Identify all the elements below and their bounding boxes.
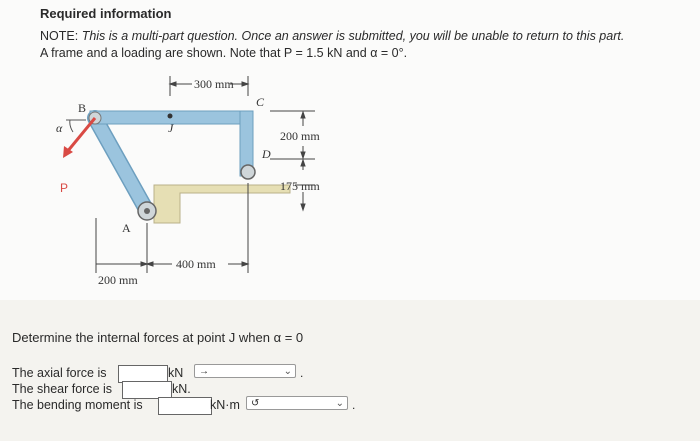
frame-diagram	[40, 68, 340, 293]
pin-d	[241, 165, 255, 179]
section-title: Required information	[40, 6, 172, 21]
dim-200-right: 200 mm	[280, 129, 320, 143]
label-alpha: α	[56, 121, 63, 135]
label-j: J	[168, 121, 174, 135]
note-line	[40, 28, 690, 45]
axial-period: .	[300, 366, 304, 380]
instructions	[40, 28, 690, 62]
axial-label: The axial force is	[12, 366, 107, 380]
axial-direction-select[interactable]	[194, 364, 296, 378]
label-c: C	[256, 95, 265, 109]
moment-label: The bending moment is	[12, 398, 143, 412]
dim-300: 300 mm	[194, 77, 234, 91]
label-a: A	[122, 221, 131, 235]
moment-direction-value: ↺	[251, 398, 260, 409]
question-prompt: Determine the internal forces at point J when α = 0	[12, 330, 304, 345]
dim-175: 175 mm	[280, 179, 320, 193]
moment-direction-select[interactable]	[246, 396, 348, 410]
dim-400: 400 mm	[176, 257, 216, 271]
chevron-down-icon: ⌄	[283, 366, 292, 377]
point-j-marker	[168, 114, 173, 119]
note-text: This is a multi-part question. Once an answer is submitted, you will be unable to return to this part.	[81, 29, 625, 43]
note-label: NOTE:	[40, 29, 79, 43]
label-d: D	[262, 147, 271, 161]
bending-moment-input[interactable]	[158, 397, 212, 415]
chevron-down-icon: ⌄	[335, 398, 344, 409]
force-arrow-p	[63, 118, 95, 158]
ground-support	[154, 185, 290, 223]
moment-period: .	[352, 398, 356, 412]
shear-unit: kN.	[172, 382, 191, 396]
alpha-reference	[66, 120, 86, 132]
axial-unit: kN	[168, 366, 184, 380]
shear-label: The shear force is	[12, 382, 113, 396]
label-b: B	[78, 101, 87, 115]
dim-200-bottom: 200 mm	[98, 273, 138, 287]
moment-unit: kN·m	[210, 398, 240, 412]
problem-description: A frame and a loading are shown. Note that P = 1.5 kN and α = 0°.	[40, 46, 408, 60]
axial-direction-value: →	[199, 366, 209, 377]
label-p: P	[60, 181, 69, 195]
